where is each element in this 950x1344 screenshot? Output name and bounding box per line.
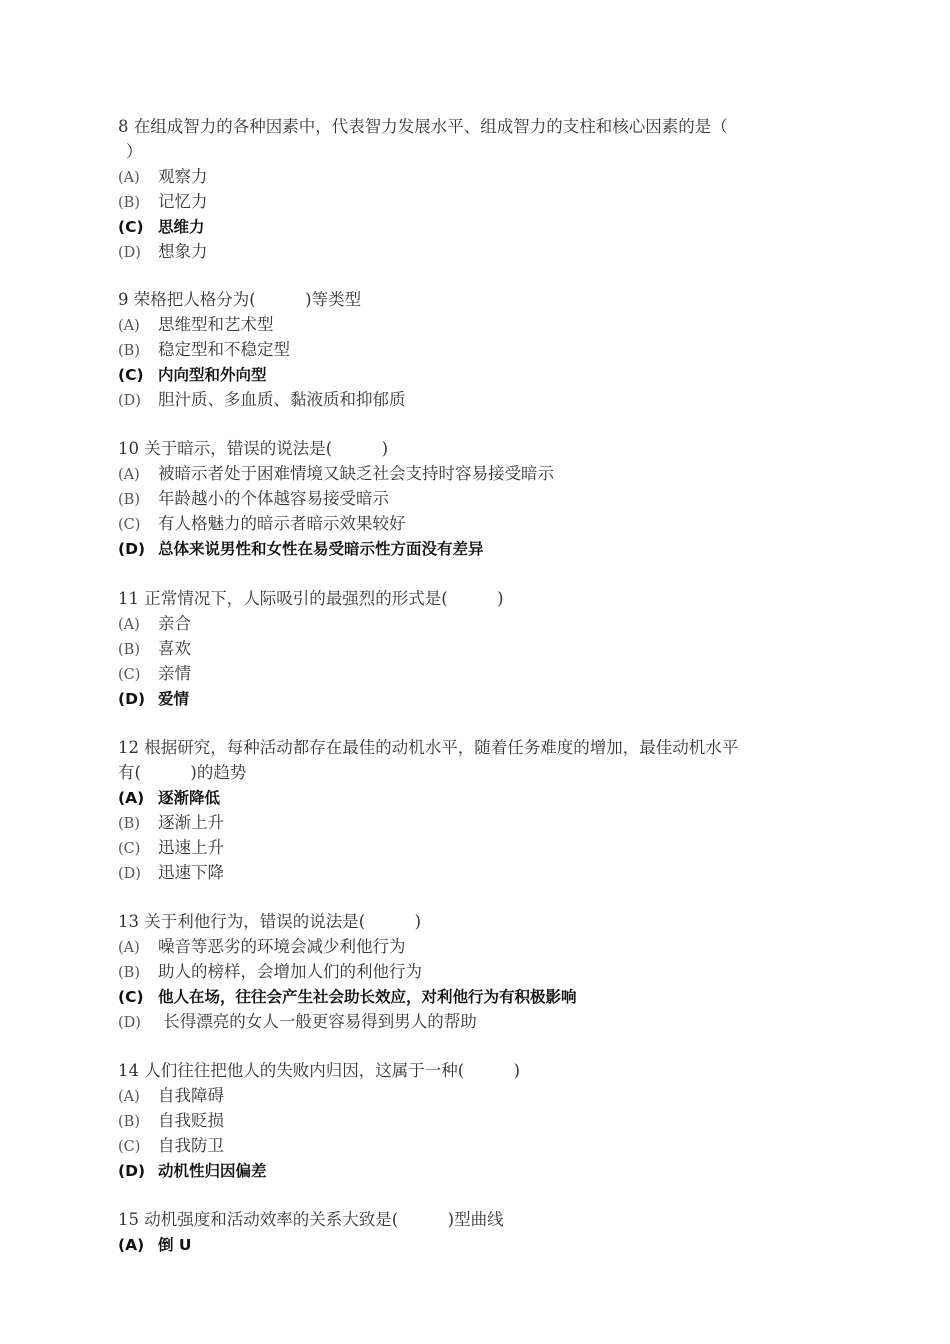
option-label: (A) (118, 170, 140, 186)
option-label: (C) (118, 841, 141, 857)
option-label: (D) (118, 1015, 141, 1031)
option (118, 486, 878, 511)
option (118, 1083, 878, 1108)
option (118, 860, 878, 885)
option-text: 思维型和艺术型 (158, 315, 274, 334)
option (118, 810, 878, 835)
option (118, 461, 878, 486)
option (118, 835, 878, 860)
option-text: 有人格魅力的暗示者暗示效果较好 (158, 514, 406, 533)
option-text: 内向型和外向型 (158, 366, 267, 384)
option (118, 164, 878, 189)
option (118, 239, 878, 264)
option-label: (A) (118, 617, 140, 633)
option-text: 观察力 (158, 167, 208, 186)
option-text: 逐渐降低 (158, 789, 221, 807)
option (118, 1133, 878, 1158)
option-text: 他人在场，往往会产生社会助长效应，对利他行为有积极影响 (158, 988, 577, 1006)
option-label: (C) (118, 667, 141, 683)
option-text: 想象力 (158, 242, 208, 261)
option-label: (B) (118, 343, 140, 359)
option-label: (A) (118, 1089, 140, 1105)
answer-option (118, 984, 878, 1009)
option (118, 1009, 878, 1034)
option (118, 387, 878, 412)
option-text: 稳定型和不稳定型 (158, 340, 290, 359)
option (118, 312, 878, 337)
option-text: 噪音等恶劣的环境会减少利他行为 (158, 937, 406, 956)
option-label: (D) (118, 1162, 146, 1180)
option-text: 被暗示者处于困难情境又缺乏社会支持时容易接受暗示 (158, 464, 554, 483)
option-label: (D) (118, 540, 146, 558)
option (118, 959, 878, 984)
option (118, 1108, 878, 1133)
option-text: 年龄越小的个体越容易接受暗示 (158, 489, 389, 508)
option-text: 总体来说男性和女性在易受暗示性方面没有差异 (158, 540, 484, 558)
option-label: (C) (118, 988, 144, 1006)
option-text: 胆汁质、多血质、黏液质和抑郁质 (158, 390, 406, 409)
question-stem: 10 关于暗示，错误的说法是( ) (118, 439, 389, 458)
question-stem: 13 关于利他行为，错误的说法是( ) (118, 912, 422, 931)
question-stem: 15 动机强度和活动效率的关系大致是( )型曲线 (118, 1210, 504, 1229)
option-text: 自我贬损 (158, 1111, 224, 1130)
option (118, 636, 878, 661)
option-label: (D) (118, 866, 141, 882)
option-label: (A) (118, 318, 140, 334)
option-text: 逐渐上升 (158, 813, 224, 832)
option-label: (A) (118, 789, 145, 807)
option-text: 记忆力 (158, 192, 208, 211)
answer-option (118, 785, 878, 810)
option-text: 倒 U (158, 1236, 192, 1254)
option-label: (A) (118, 467, 140, 483)
question-stem: 11 正常情况下，人际吸引的最强烈的形式是( ) (118, 589, 504, 608)
question-stem: 12 根据研究，每种活动都存在最佳的动机水平，随着任务难度的增加，最佳动机水平 (118, 738, 739, 757)
option-label: (B) (118, 642, 140, 658)
option-label: (D) (118, 393, 141, 409)
option-text: 动机性归因偏差 (158, 1162, 267, 1180)
option-text: 自我障碍 (158, 1086, 224, 1105)
answer-option (118, 686, 878, 711)
option-text: 长得漂亮的女人一般更容易得到男人的帮助 (158, 1012, 477, 1031)
option (118, 189, 878, 214)
option-text: 自我防卫 (158, 1136, 224, 1155)
question-block (118, 114, 878, 264)
option (118, 511, 878, 536)
answer-option (118, 214, 878, 239)
question-block (118, 1058, 878, 1183)
option-text: 迅速下降 (158, 863, 224, 882)
option-label: (C) (118, 1139, 141, 1155)
option-label: (B) (118, 816, 140, 832)
option-label: (C) (118, 218, 144, 236)
question-block (118, 436, 878, 561)
question-block (118, 1207, 878, 1257)
option-label: (B) (118, 195, 140, 211)
question-block (118, 586, 878, 711)
answer-option (118, 1158, 878, 1183)
option-label: (D) (118, 245, 141, 261)
question-stem: 9 荣格把人格分为( )等类型 (118, 290, 362, 309)
option-label: (D) (118, 690, 146, 708)
option (118, 661, 878, 686)
option (118, 934, 878, 959)
option (118, 337, 878, 362)
option-text: 迅速上升 (158, 838, 224, 857)
option-label: (A) (118, 1236, 145, 1254)
option-label: (B) (118, 492, 140, 508)
question-stem: 有( )的趋势 (118, 763, 247, 782)
answer-option (118, 536, 878, 561)
question-block (118, 735, 878, 885)
option-label: (B) (118, 1114, 140, 1130)
option-text: 喜欢 (158, 639, 191, 658)
option-text: 思维力 (158, 218, 205, 236)
option-label: (A) (118, 940, 140, 956)
question-stem: ） (126, 142, 143, 161)
option-text: 亲合 (158, 614, 191, 633)
option (118, 611, 878, 636)
question-stem: 14 人们往往把他人的失败内归因，这属于一种( ) (118, 1061, 521, 1080)
option-label: (B) (118, 965, 140, 981)
option-label: (C) (118, 366, 144, 384)
question-block (118, 909, 878, 1034)
option-text: 爱情 (158, 690, 190, 708)
answer-option (118, 362, 878, 387)
option-text: 亲情 (158, 664, 191, 683)
option-label: (C) (118, 517, 141, 533)
option-text: 助人的榜样，会增加人们的利他行为 (158, 962, 422, 981)
question-block (118, 287, 878, 412)
question-stem: 8 在组成智力的各种因素中，代表智力发展水平、组成智力的支柱和核心因素的是（ (118, 117, 728, 136)
answer-option (118, 1232, 878, 1257)
